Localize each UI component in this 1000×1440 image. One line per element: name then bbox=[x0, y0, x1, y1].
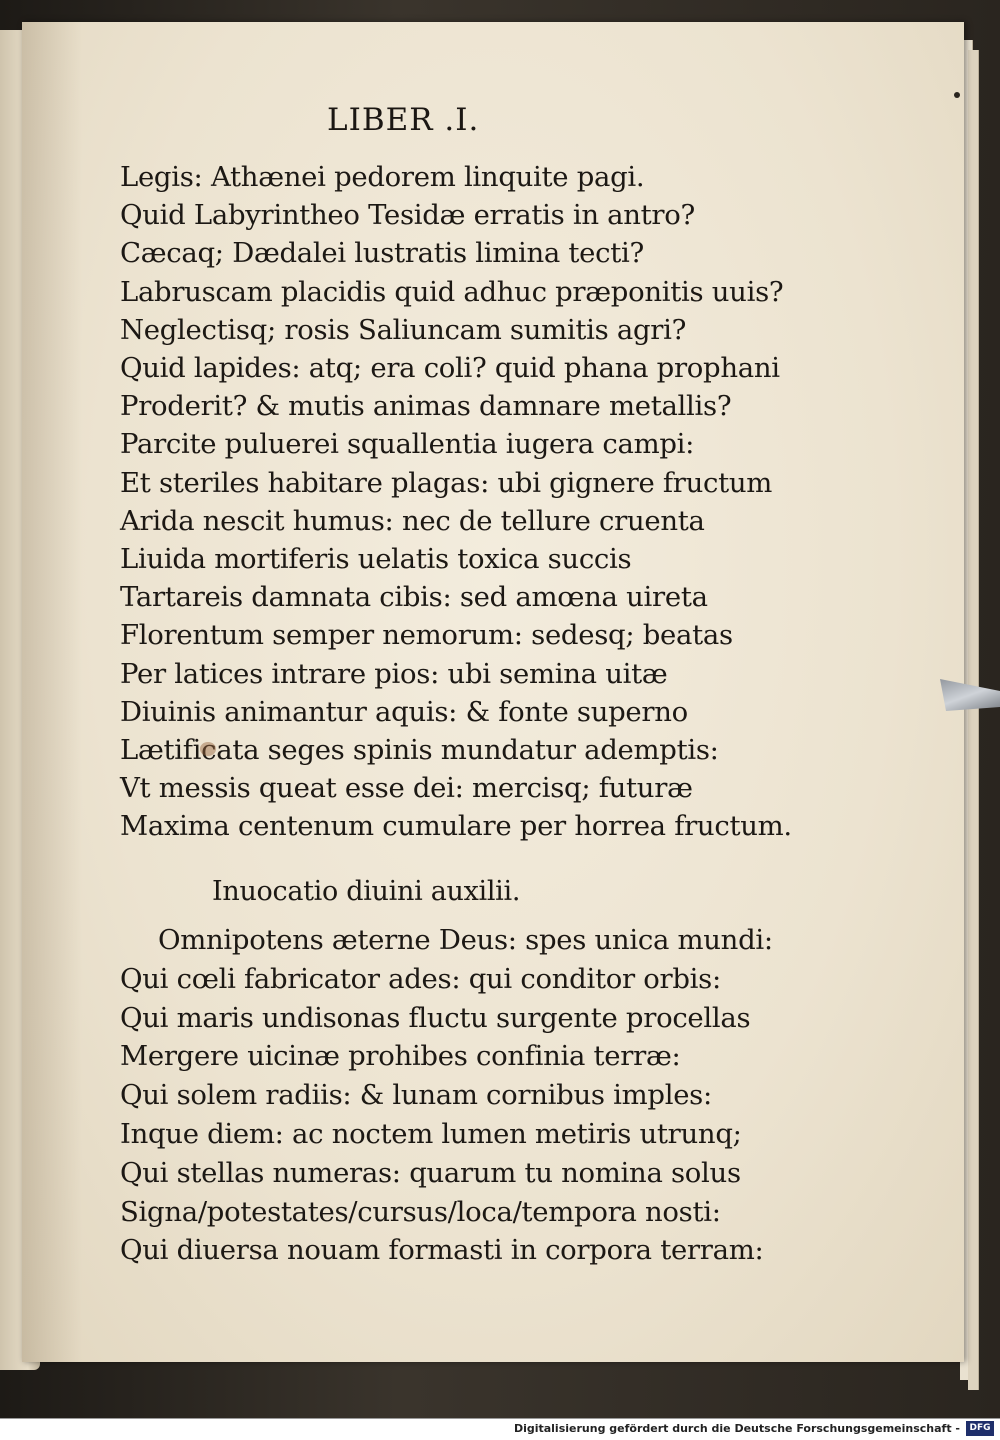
verse-line: Neglectisq; rosis Saliuncam sumitis agri? bbox=[120, 313, 687, 346]
digitization-footer bbox=[0, 1418, 1000, 1440]
verse-line: Parcite puluerei squallentia iugera campi: bbox=[120, 428, 695, 461]
verse-line: Liuida mortiferis uelatis toxica succis bbox=[120, 543, 632, 576]
page-mark bbox=[954, 92, 960, 98]
verse-line: Qui maris undisonas fluctu surgente procellas bbox=[120, 1001, 751, 1034]
verse-line: Qui stellas numeras: quarum tu nomina solus bbox=[120, 1156, 741, 1189]
verse-line: Maxima centenum cumulare per horrea fructum. bbox=[120, 810, 792, 843]
verse-line: Per latices intrare pios: ubi semina uitæ bbox=[120, 657, 668, 690]
book-page bbox=[22, 22, 964, 1362]
section-heading: Inuocatio diuini auxilii. bbox=[212, 876, 521, 907]
verse-line: Labruscam placidis quid adhuc præponitis uuis? bbox=[120, 275, 784, 308]
verse-line: Signa/potestates/cursus/loca/tempora nosti: bbox=[120, 1195, 721, 1228]
verse-line: Quid lapides: atq; era coli? quid phana prophani bbox=[120, 352, 780, 385]
verse-line: Proderit? & mutis animas damnare metallis? bbox=[120, 390, 732, 423]
verse-line: Inque diem: ac noctem lumen metiris utrunq; bbox=[120, 1117, 742, 1150]
verse-line: Qui cœli fabricator ades: qui conditor orbis: bbox=[120, 962, 721, 995]
page-edge bbox=[968, 50, 979, 1390]
verse-line: Qui solem radiis: & lunam cornibus imples: bbox=[120, 1079, 712, 1112]
verse-line: Mergere uicinæ prohibes confinia terræ: bbox=[120, 1040, 681, 1073]
verse-line: Lætificata seges spinis mundatur ademptis: bbox=[120, 734, 719, 767]
footer-credit: Digitalisierung gefördert durch die Deutsche Forschungsgemeinschaft - bbox=[513, 1422, 960, 1435]
verse-line: Diuinis animantur aquis: & fonte superno bbox=[120, 695, 688, 728]
paper-stain bbox=[200, 742, 216, 756]
verse-line: Florentum semper nemorum: sedesq; beatas bbox=[120, 619, 733, 652]
page-header: LIBER .I. bbox=[327, 102, 480, 138]
verse-block-top bbox=[120, 158, 940, 846]
verse-line: Legis: Athænei pedorem linquite pagi. bbox=[120, 161, 645, 193]
verse-line: Qui diuersa nouam formasti in corpora terram: bbox=[120, 1234, 764, 1267]
verse-line: Omnipotens æterne Deus: spes unica mundi: bbox=[158, 924, 773, 956]
verse-block-bottom bbox=[120, 921, 940, 1270]
verse-line: Tartareis damnata cibis: sed amœna uireta bbox=[120, 581, 708, 614]
verse-line: Et steriles habitare plagas: ubi gignere fructum bbox=[120, 466, 773, 499]
verse-line: Vt messis queat esse dei: mercisq; futuræ bbox=[120, 772, 693, 805]
verse-line: Quid Labyrintheo Tesidæ erratis in antro? bbox=[120, 199, 695, 232]
dfg-logo: DFG bbox=[966, 1421, 994, 1436]
verse-line: Arida nescit humus: nec de tellure cruenta bbox=[120, 504, 705, 537]
verse-line: Cæcaq; Dædalei lustratis limina tecti? bbox=[120, 237, 644, 270]
